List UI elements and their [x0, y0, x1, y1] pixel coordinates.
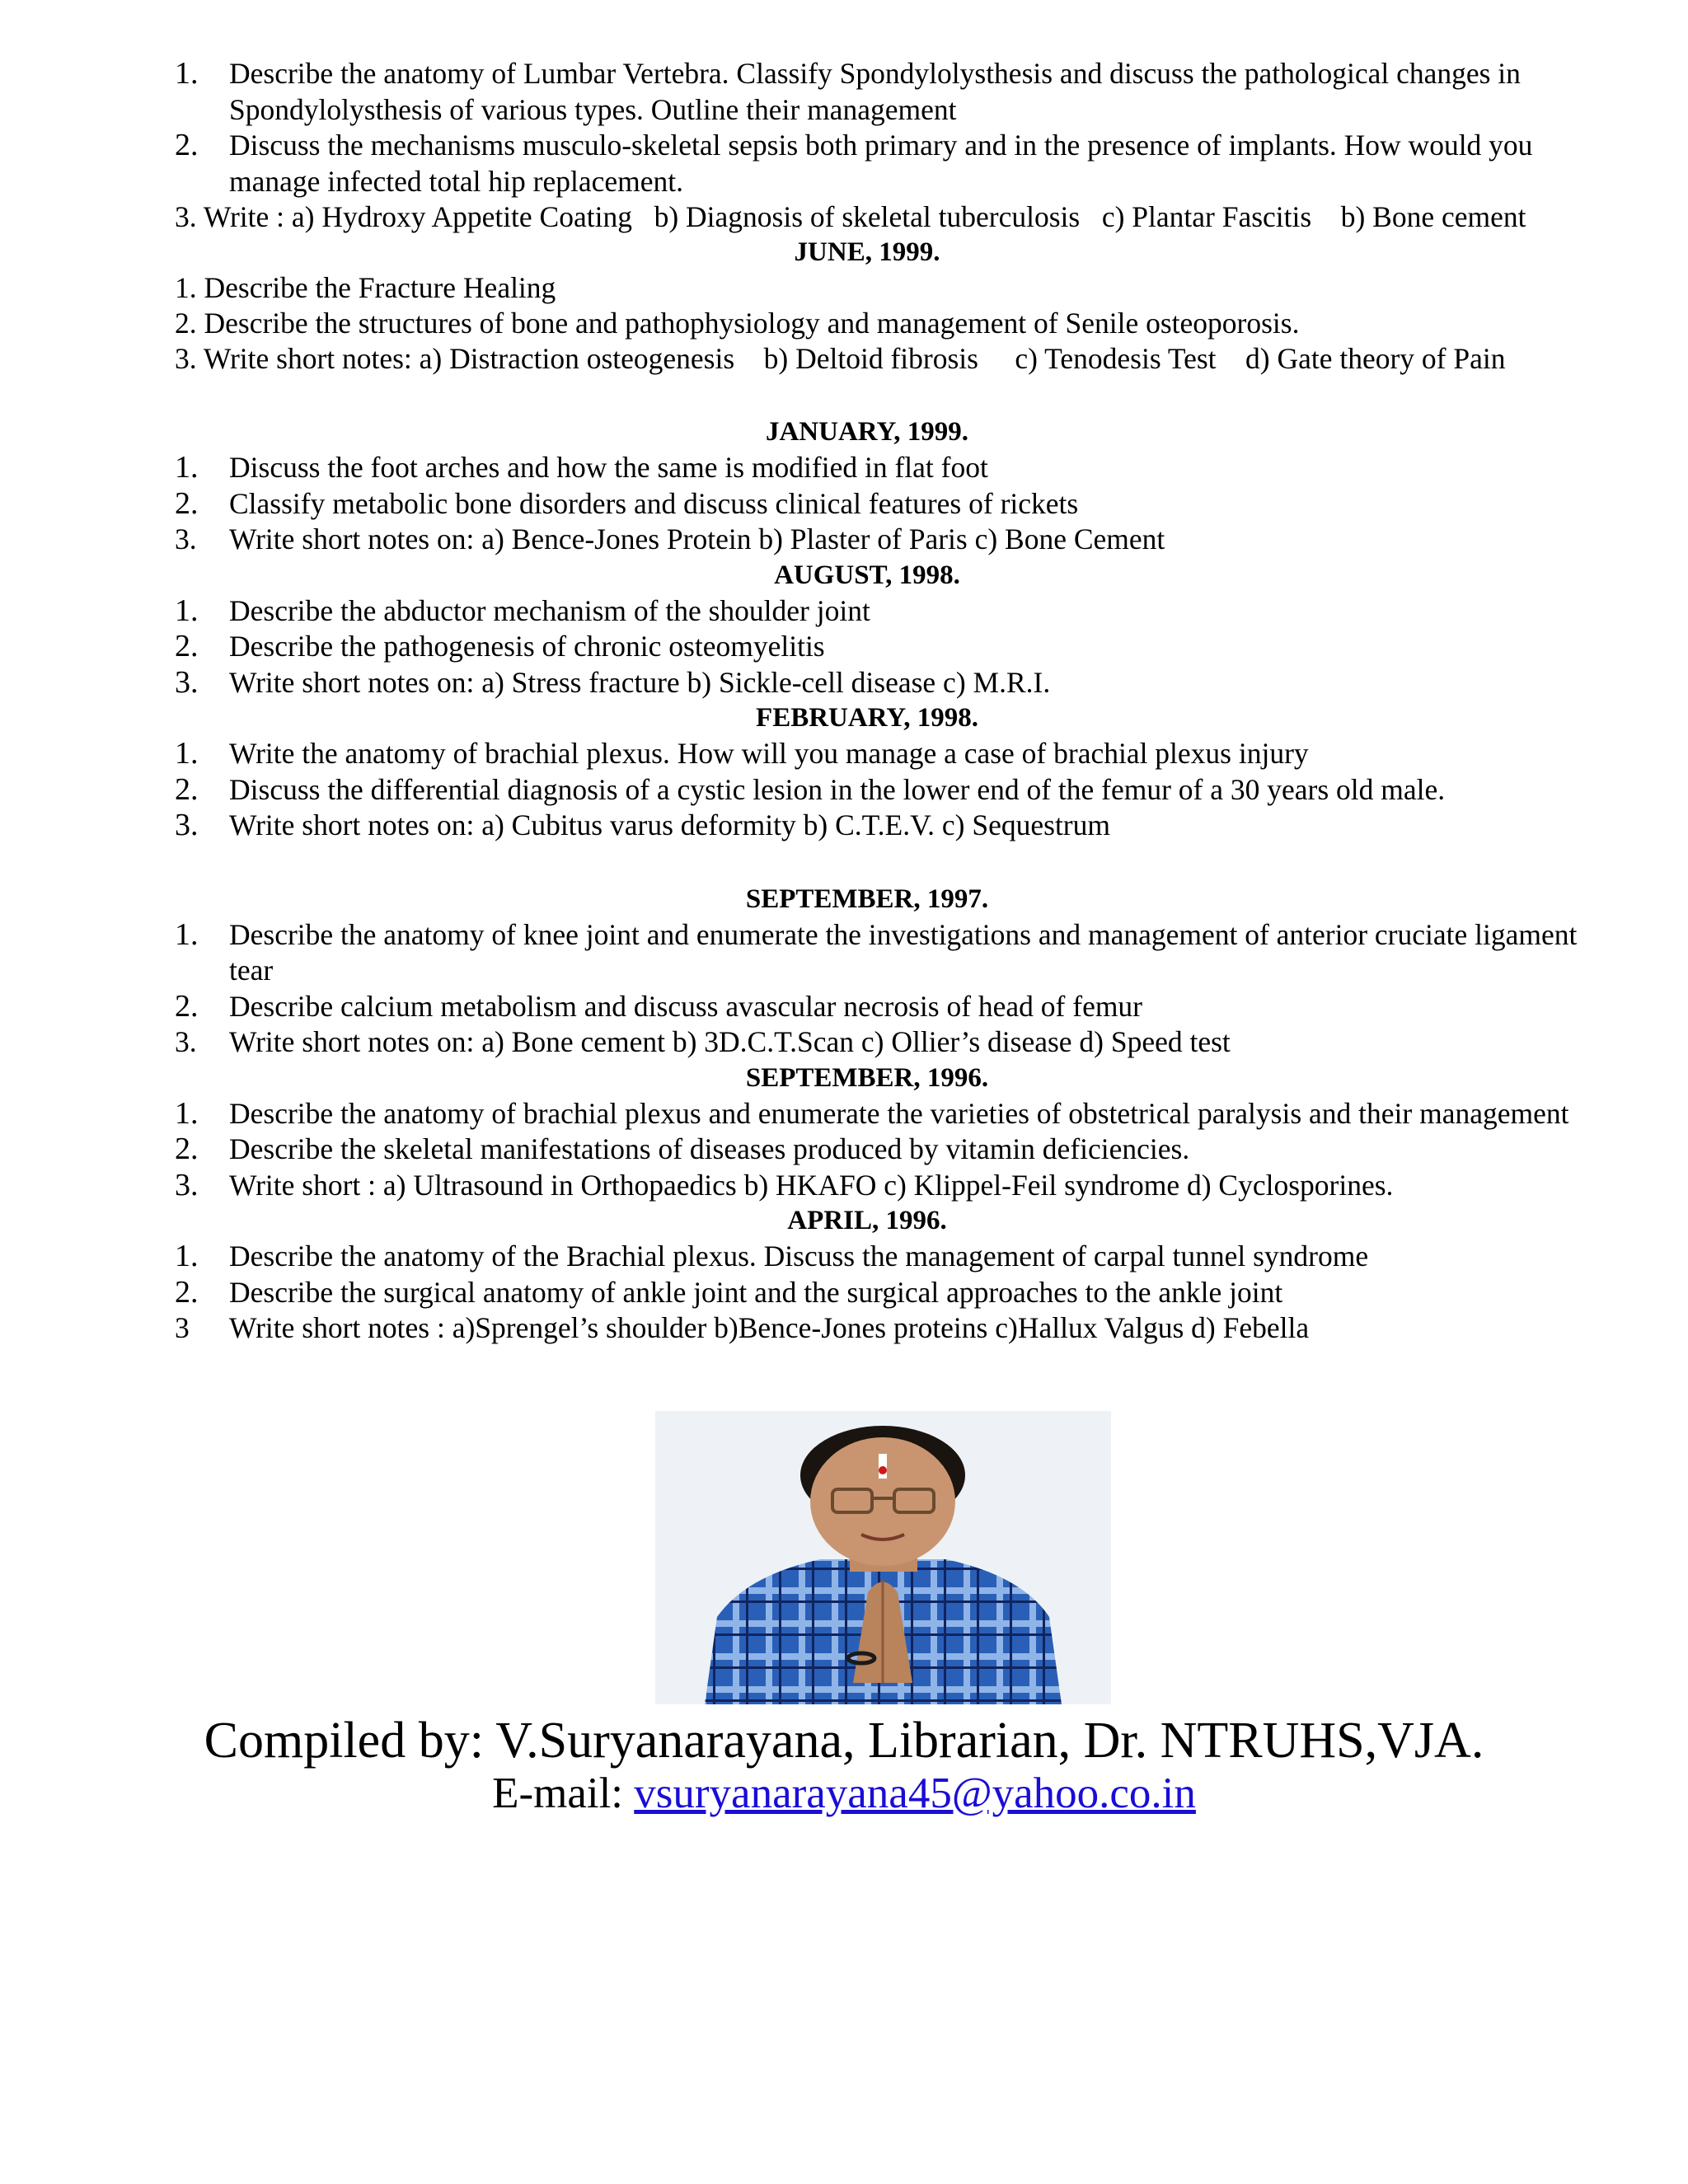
question-paper-content [175, 56, 1592, 1347]
section-heading: AUGUST, 1998. [774, 560, 960, 590]
question-number: 2. [175, 1132, 199, 1166]
question-line: 1. Describe the Fracture Healing [175, 271, 556, 304]
question-item [175, 522, 1592, 558]
question-number: 1. [175, 916, 199, 952]
question-item [175, 808, 1592, 844]
question-item [175, 593, 1592, 630]
question-item [175, 128, 1592, 199]
question-text: Describe the skeletal manifestations of diseases produced by vitamin deficiencies. [229, 1132, 1190, 1165]
question-number: 3. [175, 1167, 199, 1202]
question-item [175, 989, 1592, 1025]
question-number: 1. [175, 1095, 199, 1131]
question-number: 2. [175, 988, 199, 1024]
question-item [175, 917, 1592, 989]
question-text: Discuss the mechanisms musculo-skeletal sepsis both primary and in the presence of implants. How would you manage infected total hip replacement. [229, 129, 1533, 198]
question-text: Describe the anatomy of Lumbar Vertebra. Classify Spondylolysthesis and discuss the pathological changes in Spondylolysthesis of various types. Outline their management [229, 57, 1521, 126]
question-item [175, 56, 1592, 128]
question-number: 1. [175, 1239, 199, 1273]
question-line: 3. Write : a) Hydroxy Appetite Coating b) Diagnosis of skeletal tuberculosis c) Plantar Fascitis b) Bone cement [175, 200, 1526, 233]
question-text: Classify metabolic bone disorders and discuss clinical features of rickets [229, 486, 1079, 520]
compiler-photo [655, 1411, 1111, 1704]
question-number: 2. [175, 1274, 199, 1310]
question-text: Write short : a) Ultrasound in Orthopaedics b) HKAFO c) Klippel-Feil syndrome d) Cyclosporines. [229, 1168, 1394, 1202]
question-text: Describe the pathogenesis of chronic osteomyelitis [229, 630, 825, 663]
question-text: Describe the abductor mechanism of the shoulder joint [229, 593, 870, 627]
question-item [175, 1096, 1592, 1132]
question-text: Write short notes on: a) Stress fracture b) Sickle-cell disease c) M.R.I. [229, 665, 1051, 699]
question-number: 3. [175, 664, 199, 700]
section-heading: APRIL, 1996. [787, 1206, 947, 1235]
compiled-by-text: Compiled by: V.Suryanarayana, Librarian, Dr. NTRUHS,VJA. [204, 1713, 1484, 1769]
question-number: 1. [175, 736, 199, 771]
question-item [175, 772, 1592, 808]
question-text: Describe the anatomy of brachial plexus and enumerate the varieties of obstetrical paralysis and their management [229, 1096, 1569, 1130]
section-heading: JANUARY, 1999. [765, 417, 969, 447]
question-text: Discuss the differential diagnosis of a cystic lesion in the lower end of the femur of a 30 years old male. [229, 772, 1446, 806]
question-item [175, 1239, 1592, 1275]
question-text: Write short notes on: a) Bone cement b) 3D.C.T.Scan c) Ollier’s disease d) Speed test [229, 1025, 1231, 1058]
question-item [175, 450, 1592, 486]
question-number: 1. [175, 56, 199, 91]
question-number: 3. [175, 523, 197, 555]
question-number: 2. [175, 128, 199, 162]
question-item [175, 1310, 1592, 1347]
question-text: Describe calcium metabolism and discuss avascular necrosis of head of femur [229, 989, 1143, 1023]
question-item [175, 629, 1592, 665]
question-text: Discuss the foot arches and how the same is modified in flat foot [229, 451, 988, 484]
question-number: 2. [175, 485, 199, 521]
question-item [175, 736, 1592, 772]
email-label: E-mail: [492, 1769, 635, 1817]
question-number: 2. [175, 771, 199, 807]
question-text: Write short notes on: a) Bence-Jones Protein b) Plaster of Paris c) Bone Cement [229, 523, 1165, 555]
email-link[interactable]: vsuryanarayana45@yahoo.co.in [634, 1769, 1196, 1817]
question-item [175, 1275, 1592, 1311]
question-item [175, 1024, 1592, 1061]
question-text: Describe the anatomy of the Brachial plexus. Discuss the management of carpal tunnel syndrome [229, 1240, 1369, 1272]
section-heading: SEPTEMBER, 1996. [745, 1062, 989, 1093]
question-item [175, 665, 1592, 701]
section-heading: FEBRUARY, 1998. [756, 703, 978, 733]
question-number: 3 [175, 1311, 190, 1344]
question-number: 2. [175, 629, 199, 663]
question-text: Describe the surgical anatomy of ankle joint and the surgical approaches to the ankle joint [229, 1275, 1283, 1309]
question-text: Write the anatomy of brachial plexus. How will you manage a case of brachial plexus injury [229, 737, 1309, 770]
section-heading: JUNE, 1999. [794, 237, 940, 267]
question-text: Write short notes on: a) Cubitus varus deformity b) C.T.E.V. c) Sequestrum [229, 808, 1110, 841]
question-item [175, 1132, 1592, 1168]
question-item [175, 1168, 1592, 1204]
question-line: 2. Describe the structures of bone and pathophysiology and management of Senile osteoporosis. [175, 307, 1300, 340]
question-line: 3. Write short notes: a) Distraction osteogenesis b) Deltoid fibrosis c) Tenodesis Test d) Gate theory of Pain [175, 342, 1506, 375]
question-item [175, 486, 1592, 523]
section-heading: SEPTEMBER, 1997. [745, 883, 989, 914]
question-text: Describe the anatomy of knee joint and enumerate the investigations and management of anterior cruciate ligament tear [229, 917, 1578, 987]
question-number: 3. [175, 808, 199, 842]
question-number: 1. [175, 593, 199, 628]
question-text: Write short notes : a)Sprengel’s shoulder b)Bence-Jones proteins c)Hallux Valgus d) Febella [229, 1311, 1310, 1344]
question-number: 3. [175, 1025, 197, 1058]
question-number: 1. [175, 450, 199, 485]
email-line [0, 1768, 1688, 1819]
